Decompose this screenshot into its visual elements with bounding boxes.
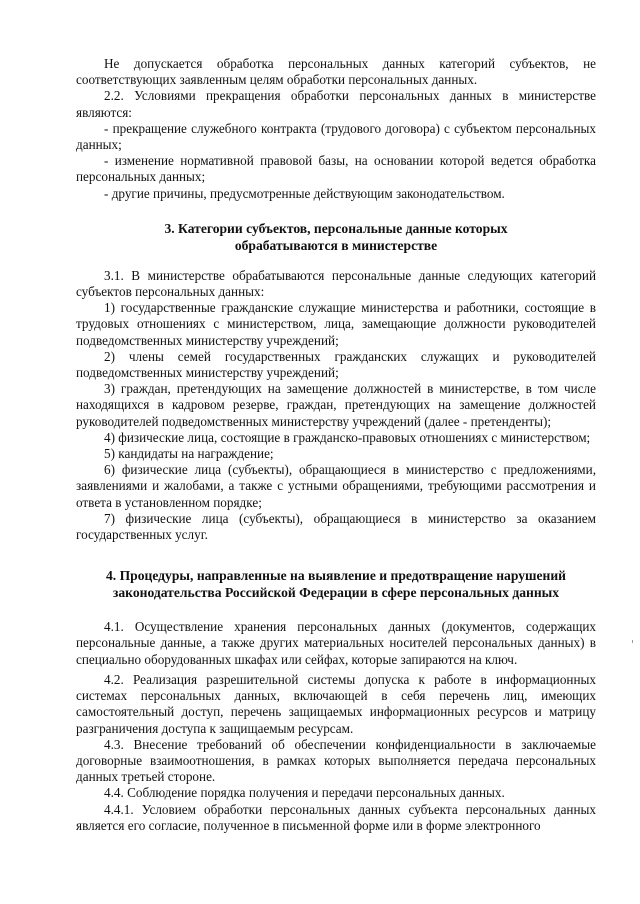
section-4-heading-line-1: 4. Процедуры, направленные на выявление и предотвращение нарушений (105, 568, 567, 584)
margin-mark (632, 640, 633, 643)
list-item-3: 3) граждан, претендующих на замещение должностей в министерстве, в том числе находящихся в кадровом резерве, граждан, претендующих на замещение должностей руководителей подведомственных министерству учреждений (далее - претенденты); (76, 381, 596, 429)
list-item-4: 4) физические лица, состоящие в гражданско-правовых отношениях с министерством; (104, 429, 591, 445)
paragraph-4-4-1: 4.4.1. Условием обработки персональных данных субъекта персональных данных является его согласие, полученное в письменной форме или в форме электронного (76, 801, 596, 833)
list-item-2: 2) члены семей государственных гражданских служащих и руководителей подведомственных министерству учреждений; (76, 348, 596, 381)
list-item-6: 6) физические лица (субъекты), обращающиеся в министерство с предложениями, заявлениями и жалобами, а также с устными обращениями, требующими рассмотрения и ответа в установленном порядке; (76, 462, 596, 510)
paragraph-intro-1: Не допускается обработка персональных данных категорий субъектов, не соответствующих заявленным целям обработки персональных данных. (76, 56, 596, 88)
paragraph-4-4: 4.4. Соблюдение порядка получения и передачи персональных данных. (104, 785, 505, 801)
paragraph-4-3: 4.3. Внесение требований об обеспечении конфиденциальности в заключаемые договорные взаимоотношения, в рамках которых выполняется передача персональных данных третьей стороне. (76, 736, 596, 785)
list-item-dash-2: - изменение нормативной правовой базы, на основании которой ведется обработка персональных данных; (76, 153, 596, 185)
list-item-1: 1) государственные гражданские служащие министерства и работники, состоящие в трудовых отношениях с министерством, лица, замещающие должности руководителей подведомственных министерству учреждений; (76, 300, 596, 348)
section-3-heading-line-1: 3. Категории субъектов, персональные данные которых (164, 220, 508, 236)
paragraph-4-1: 4.1. Осуществление хранения персональных данных (документов, содержащих персональные данные, а также других материальных носителей персональных данных) в специально оборудованных шкафах или сейфах, которые запираются на ключ. (76, 619, 596, 667)
paragraph-3-1: 3.1. В министерстве обрабатываются персональные данные следующих категорий субъектов персональных данных: (76, 267, 596, 300)
section-4-heading (76, 567, 596, 601)
list-item-dash-3: - другие причины, предусмотренные действующим законодательством. (104, 185, 505, 201)
paragraph-4-2: 4.2. Реализация разрешительной системы допуска к работе в информационных системах персональных данных, включающей в себя перечень лиц, имеющих самостоятельный доступ, перечень защищаемых информационных ресурсов и матрицу разграничения доступа к защищаемым ресурсам. (76, 671, 596, 736)
list-item-dash-1: - прекращение служебного контракта (трудового договора) с субъектом персональных данных; (76, 120, 596, 153)
paragraph-2-2: 2.2. Условиями прекращения обработки персональных данных в министерстве являются: (76, 88, 596, 120)
section-3-heading-line-2: обрабатываются в министерстве (234, 237, 438, 253)
section-3-heading (76, 220, 596, 254)
list-item-7: 7) физические лица (субъекты), обращающиеся в министерство за оказанием государственных услуг. (76, 510, 596, 543)
section-4-heading-line-2: законодательства Российской Федерации в сфере персональных данных (112, 585, 560, 601)
list-item-5: 5) кандидаты на награждение; (104, 446, 274, 462)
